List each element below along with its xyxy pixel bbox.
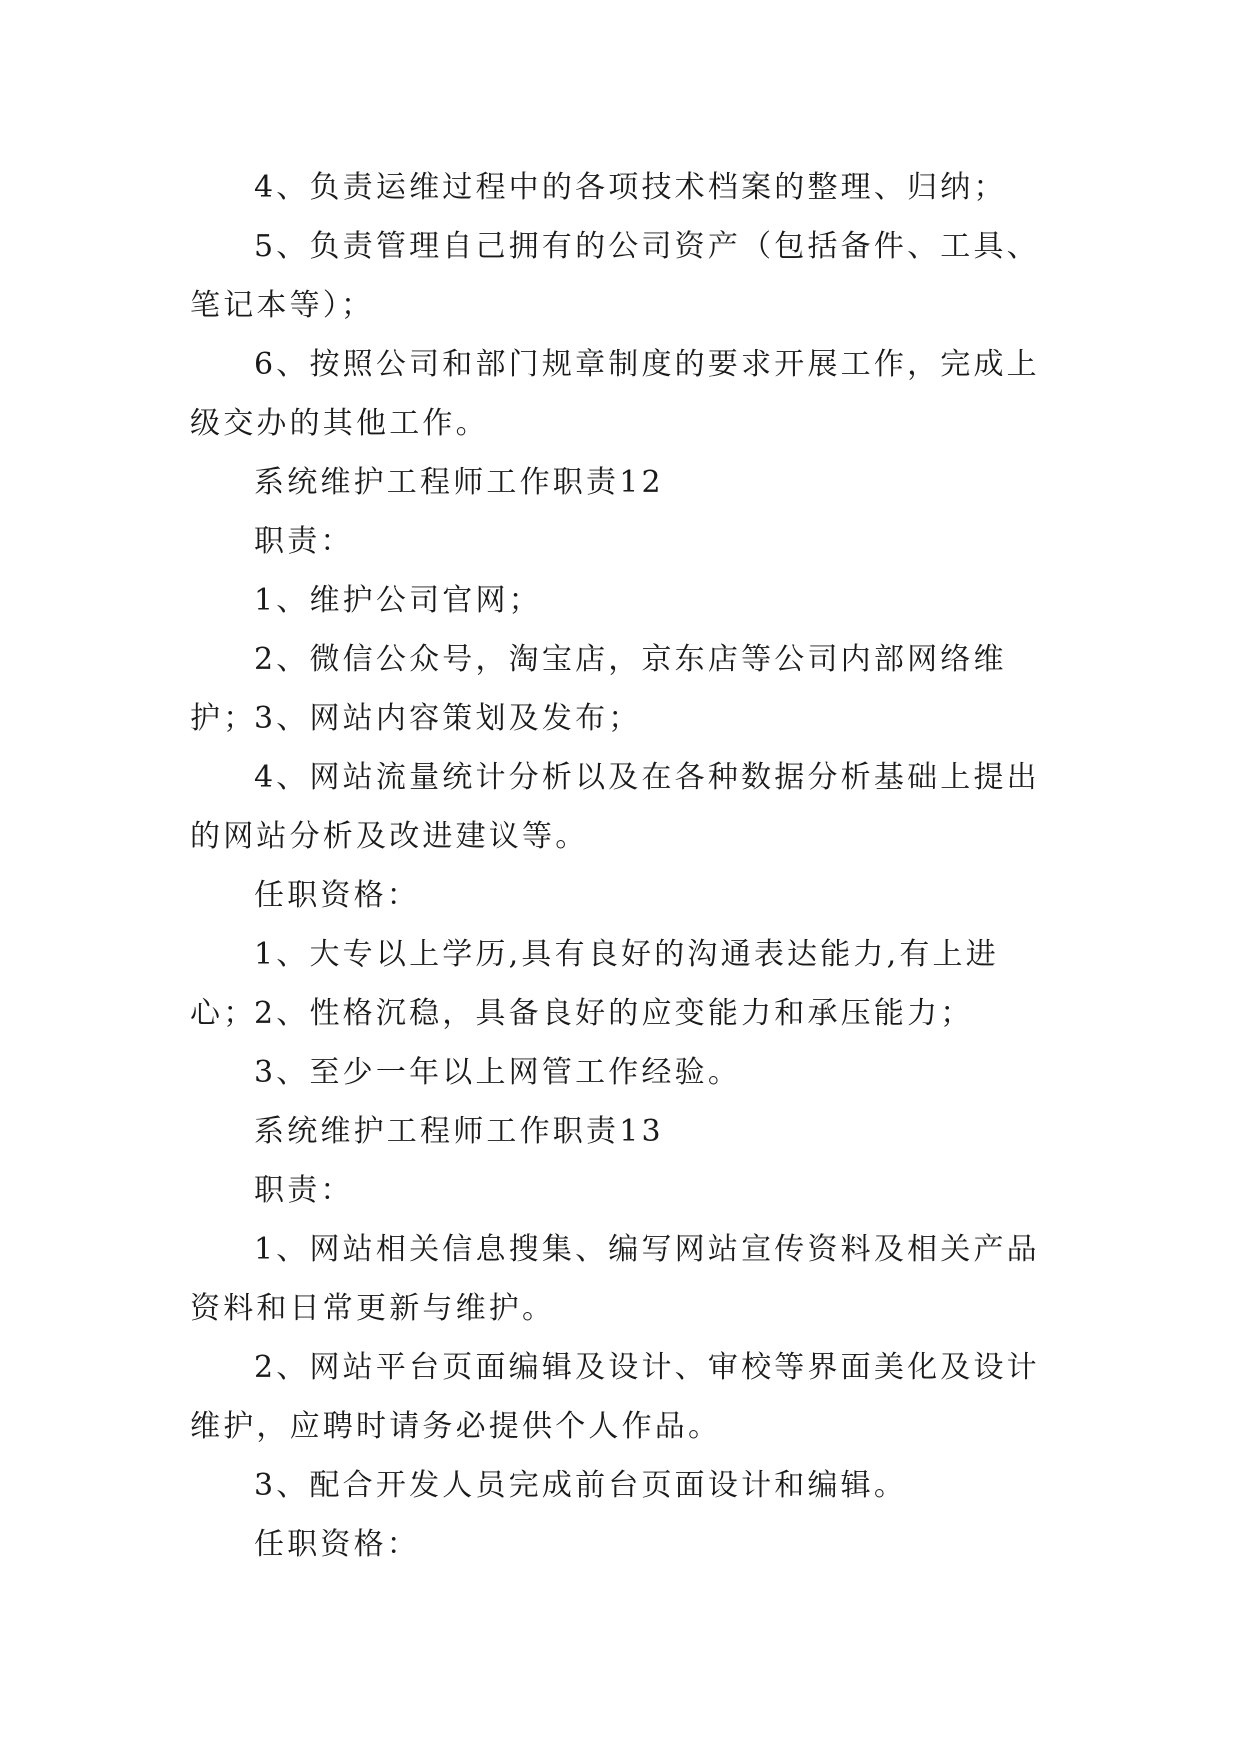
paragraph: 2、性格沉稳，具备良好的应变能力和承压能力； xyxy=(254,996,974,1031)
paragraph: 1、维护公司官网； xyxy=(254,583,542,618)
paragraph: 6、按照公司和部门规章制度的要求开展工作，完成上级交办的其他工作。 xyxy=(190,347,1040,441)
paragraph: 任职资格： xyxy=(254,1527,420,1562)
section-heading: 系统维护工程师工作职责13 xyxy=(254,1114,664,1149)
section-heading: 系统维护工程师工作职责12 xyxy=(254,465,664,500)
paragraph: 职责： xyxy=(254,1173,354,1208)
paragraph: 4、负责运维过程中的各项技术档案的整理、归纳； xyxy=(254,170,1007,205)
paragraph: 5、负责管理自己拥有的公司资产（包括备件、工具、笔记本等）； xyxy=(190,229,1040,323)
paragraph: 3、至少一年以上网管工作经验。 xyxy=(254,1055,742,1090)
paragraph: 1、网站相关信息搜集、编写网站宣传资料及相关产品资料和日常更新与维护。 xyxy=(190,1232,1040,1326)
paragraph: 4、网站流量统计分析以及在各种数据分析基础上提出的网站分析及改进建议等。 xyxy=(190,760,1040,854)
paragraph: 3、配合开发人员完成前台页面设计和编辑。 xyxy=(254,1468,908,1503)
paragraph: 任职资格： xyxy=(254,878,420,913)
paragraph: 3、网站内容策划及发布； xyxy=(254,701,642,736)
paragraph: 职责： xyxy=(254,524,354,559)
paragraph: 2、网站平台页面编辑及设计、审校等界面美化及设计维护，应聘时请务必提供个人作品。 xyxy=(190,1350,1040,1444)
paragraph: 2、微信公众号，淘宝店，京东店等公司内部网络维护； xyxy=(190,642,1007,736)
paragraph: 1、大专以上学历,具有良好的沟通表达能力,有上进心； xyxy=(190,937,999,1031)
